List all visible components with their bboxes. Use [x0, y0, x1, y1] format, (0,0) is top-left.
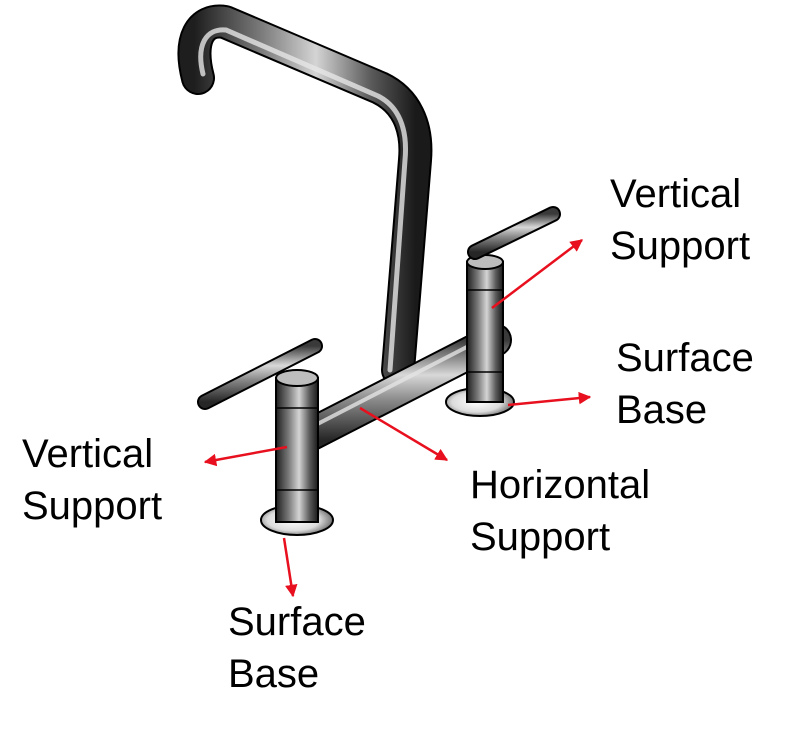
- right-vertical-support: [446, 214, 553, 416]
- label-line: Surface: [228, 600, 366, 644]
- spout: [194, 22, 415, 370]
- label-surface-base-right: [616, 332, 754, 436]
- label-vertical-support-left: [22, 428, 162, 532]
- label-line: Support: [470, 515, 611, 559]
- label-line: Support: [610, 224, 751, 268]
- label-surface-base-bottom: [228, 596, 366, 700]
- arrow-vertical-support-right: [492, 240, 582, 308]
- label-line: Base: [228, 652, 320, 696]
- label-line: Vertical: [610, 172, 742, 216]
- label-line: Horizontal: [470, 463, 651, 507]
- label-vertical-support-right: [610, 168, 750, 272]
- arrow-horizontal-support: [360, 408, 447, 460]
- arrow-vertical-support-left: [205, 447, 287, 462]
- label-line: Surface: [616, 336, 754, 380]
- label-line: Base: [616, 388, 708, 432]
- label-line: Vertical: [22, 432, 154, 476]
- arrow-surface-base-bottom: [284, 538, 293, 596]
- left-vertical-support: [205, 346, 333, 535]
- arrow-surface-base-right: [508, 397, 590, 405]
- label-line: Support: [22, 484, 163, 528]
- label-horizontal-support: [470, 459, 650, 563]
